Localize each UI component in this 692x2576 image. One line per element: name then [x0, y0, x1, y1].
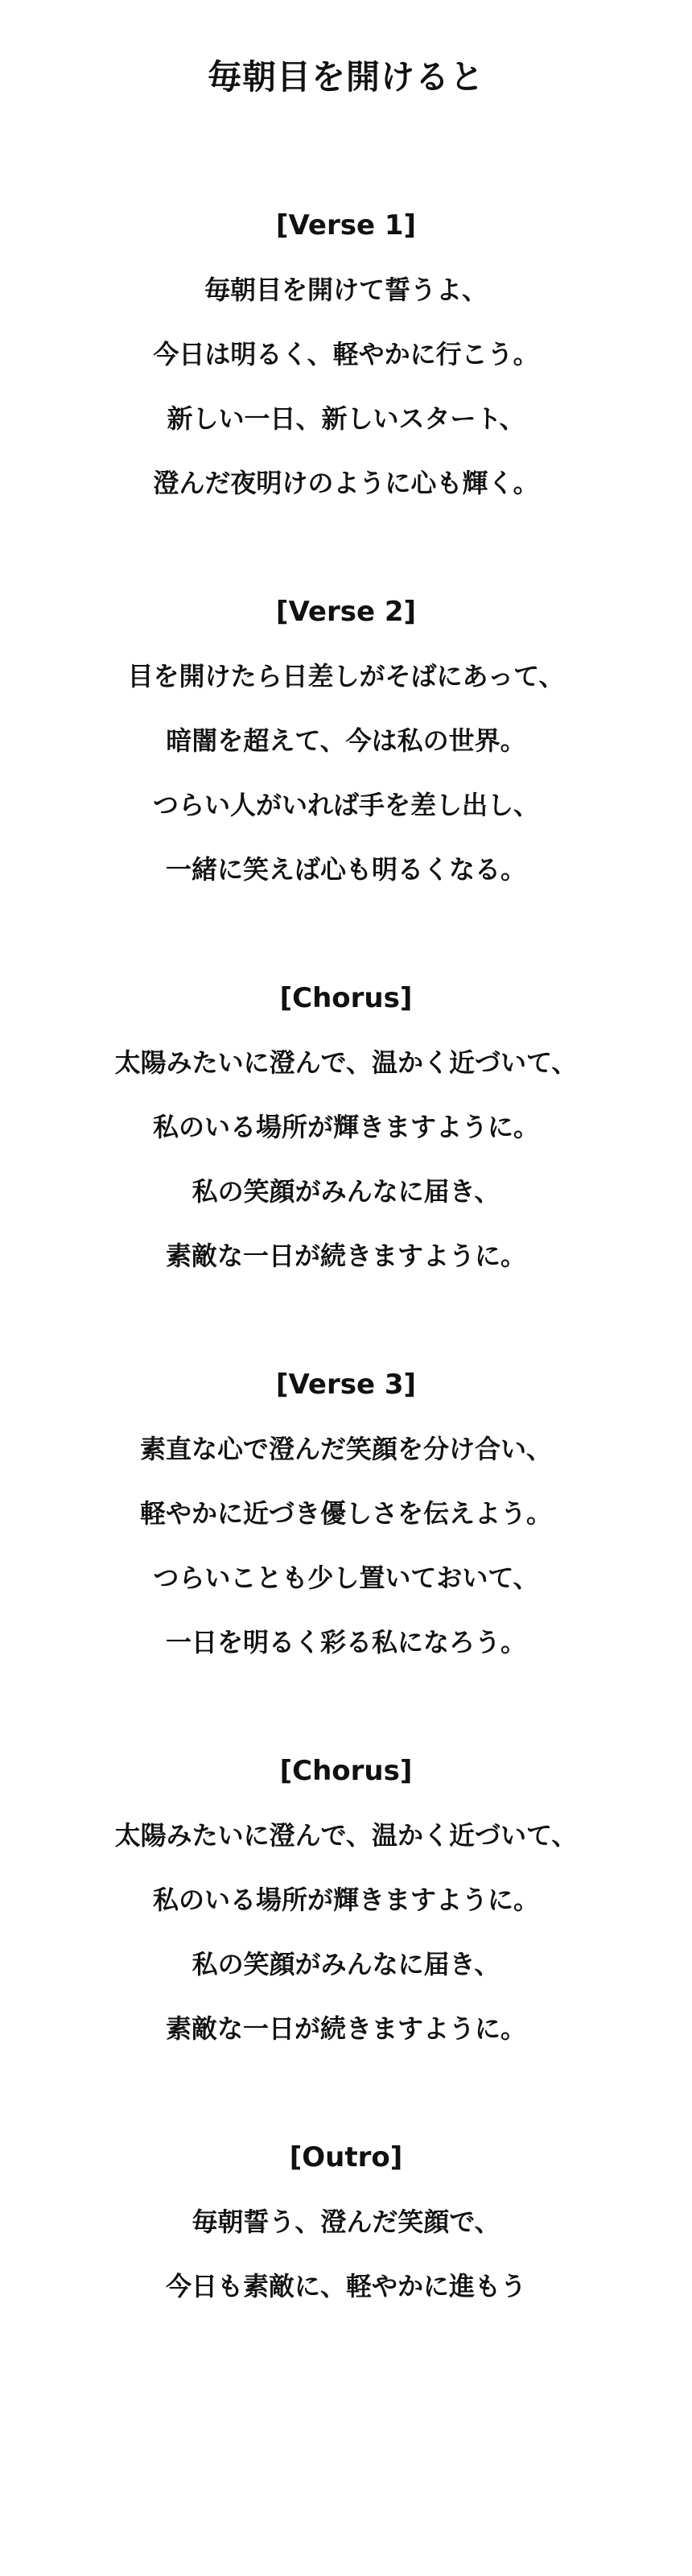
section-label: [Chorus] [279, 982, 413, 1014]
section-verse-2 [0, 580, 692, 902]
lyric-line: 素直な心で澄んだ笑顔を分け合い、 [139, 1434, 552, 1464]
lyric-line: 軽やかに近づき優しさを伝えよう。 [139, 1498, 552, 1529]
lyric-line: 私の笑顔がみんなに届き、 [192, 1176, 500, 1207]
section-chorus-2 [0, 1739, 692, 2061]
lyric-line: 一緒に笑えば心も明るくなる。 [165, 854, 526, 885]
lyric-line: つらいことも少し置いておいて、 [153, 1563, 539, 1593]
lyrics-body [0, 193, 692, 2318]
section-label: [Verse 1] [275, 209, 417, 242]
lyric-line: 目を開けたら日差しがそばにあって、 [127, 661, 565, 691]
lyric-line: 太陽みたいに澄んで、温かく近づいて、 [114, 1047, 578, 1078]
lyric-line: 素敵な一日が続きますように。 [165, 2013, 526, 2044]
section-chorus-1 [0, 966, 692, 1288]
lyric-line: 澄んだ夜明けのように心も輝く。 [153, 468, 539, 498]
lyric-line: 私のいる場所が輝きますように。 [152, 1112, 539, 1142]
lyric-line: 暗闇を超えて、今は私の世界。 [166, 725, 526, 756]
lyric-line: つらい人がいれば手を差し出し、 [152, 790, 539, 820]
section-verse-3 [0, 1352, 692, 1674]
song-title: 毎朝目を開けると [207, 57, 484, 97]
section-label: [Outro] [289, 2141, 403, 2174]
lyric-line: 新しい一日、新しいスタート、 [167, 403, 525, 434]
lyric-line: 毎朝誓う、澄んだ笑顔で、 [192, 2207, 500, 2237]
lyric-line: 毎朝目を開けて誓うよ、 [204, 275, 488, 305]
section-label: [Verse 2] [275, 596, 417, 628]
lyric-line: 私の笑顔がみんなに届き、 [192, 1949, 500, 1979]
lyric-line: 太陽みたいに澄んで、温かく近づいて、 [114, 1820, 578, 1851]
lyric-line: 今日は明るく、軽やかに行こう。 [153, 339, 539, 369]
section-label: [Verse 3] [275, 1368, 417, 1401]
lyric-line: 素敵な一日が続きますように。 [165, 1241, 526, 1271]
section-outro [0, 2125, 692, 2318]
section-label: [Chorus] [279, 1755, 413, 1787]
lyric-line: 私のいる場所が輝きますように。 [152, 1885, 539, 1915]
lyric-line: 今日も素敵に、軽やかに進もう [165, 2271, 526, 2301]
lyric-line: 一日を明るく彩る私になろう。 [165, 1627, 526, 1657]
section-verse-1 [0, 193, 692, 515]
